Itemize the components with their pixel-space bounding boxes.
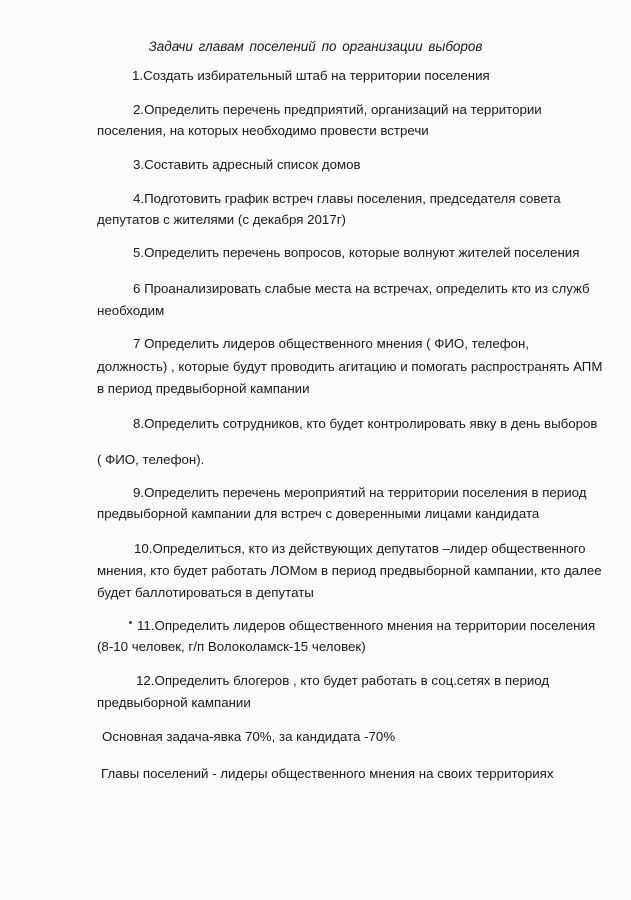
task-2-line-2: поселения, на которых необходимо провести встречи: [97, 123, 429, 138]
task-12-line-1: 12.Определить блогеров , кто будет работать в соц.сетях в период: [136, 673, 550, 688]
task-12-line-2: предвыборной кампании: [97, 695, 251, 710]
task-8-line-1: 8.Определить сотрудников, кто будет контролировать явку в день выборов: [133, 416, 598, 431]
task-6-line-2: необходим: [97, 303, 165, 318]
task-4-line-1: 4.Подготовить график встреч главы поселения, председателя совета: [133, 191, 561, 206]
task-6-line-1: 6 Проанализировать слабые места на встречах, определить кто из служб: [133, 281, 590, 296]
task-5-line-1: 5.Определить перечень вопросов, которые волнуют жителей поселения: [133, 245, 580, 260]
task-10-line-1: 10.Определиться, кто из действующих депутатов –лидер общественного: [134, 541, 586, 556]
scan-speck: [129, 621, 132, 624]
task-10-line-3: будет баллотироваться в депутаты: [97, 585, 314, 600]
task-7-line-2: должность) , которые будут проводить агитацию и помогать распространять АПМ: [97, 359, 603, 374]
document-title: Задачи главам поселений по организации выборов: [148, 39, 483, 54]
task-9-line-1: 9.Определить перечень мероприятий на территории поселения в период: [133, 485, 587, 500]
task-9-line-2: предвыборной кампании для встреч с доверенными лицами кандидата: [97, 506, 540, 521]
task-11-line-2: (8-10 человек, г/п Волоколамск-15 человек): [97, 639, 366, 654]
task-3-line-1: 3.Составить адресный список домов: [133, 157, 361, 172]
task-7-line-3: в период предвыборной кампании: [97, 381, 310, 396]
summary-heads-role: Главы поселений - лидеры общественного мнения на своих территориях: [101, 766, 554, 781]
task-2-line-1: 2.Определить перечень предприятий, организаций на территории: [133, 102, 542, 117]
task-4-line-2: депутатов с жителями (с декабря 2017г): [97, 212, 346, 227]
task-8-line-2: ( ФИО, телефон).: [97, 452, 205, 467]
task-11-line-1: 11.Определить лидеров общественного мнения на территории поселения: [137, 618, 596, 633]
task-7-line-1: 7 Определить лидеров общественного мнения ( ФИО, телефон,: [133, 336, 530, 351]
task-10-line-2: мнения, кто будет работать ЛОМом в период предвыборной кампании, кто далее: [97, 563, 602, 578]
summary-main-goal: Основная задача-явка 70%, за кандидата -70%: [102, 729, 396, 744]
task-1-line-1: 1.Создать избирательный штаб на территории поселения: [132, 68, 490, 83]
